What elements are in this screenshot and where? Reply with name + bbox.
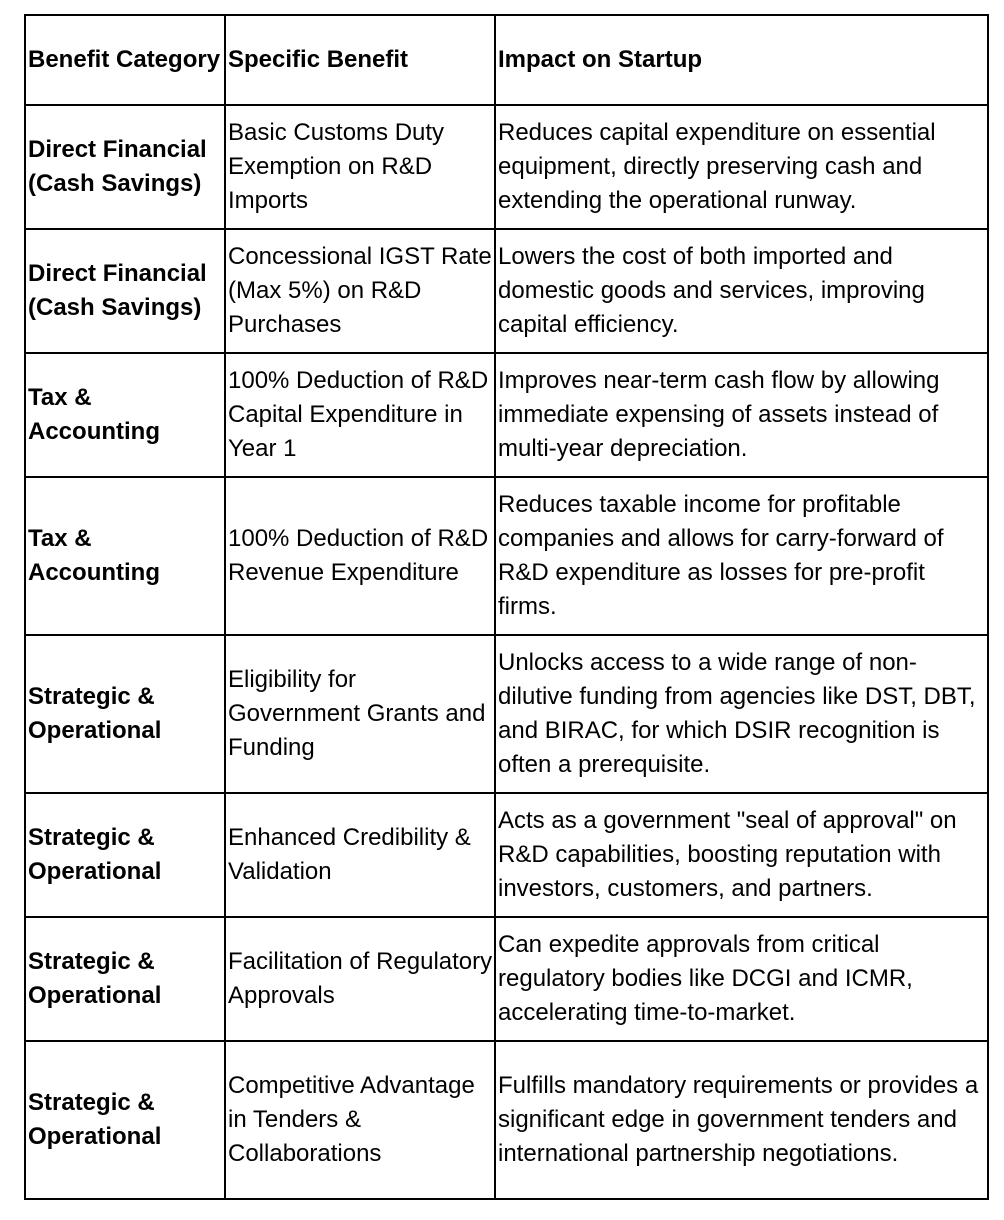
table-row <box>25 105 988 229</box>
row-specific-benefit: Eligibility for Government Grants and Funding <box>225 635 495 793</box>
table-row <box>25 917 988 1041</box>
row-impact: Can expedite approvals from critical regulatory bodies like DCGI and ICMR, accelerating time-to-market. <box>495 917 988 1041</box>
row-category: Strategic & Operational <box>25 793 225 917</box>
row-specific-benefit: Facilitation of Regulatory Approvals <box>225 917 495 1041</box>
row-specific-benefit: Enhanced Credibility & Validation <box>225 793 495 917</box>
header-benefit-category: Benefit Category <box>25 15 225 105</box>
table-row <box>25 229 988 353</box>
header-specific-benefit: Specific Benefit <box>225 15 495 105</box>
benefits-table <box>24 14 989 1200</box>
row-specific-benefit: Concessional IGST Rate (Max 5%) on R&D Purchases <box>225 229 495 353</box>
row-category: Direct Financial (Cash Savings) <box>25 229 225 353</box>
table-header-row <box>25 15 988 105</box>
table-row <box>25 1041 988 1199</box>
row-impact: Fulfills mandatory requirements or provides a significant edge in government tenders and international partnership negotiations. <box>495 1041 988 1199</box>
row-impact: Lowers the cost of both imported and domestic goods and services, improving capital efficiency. <box>495 229 988 353</box>
table-row <box>25 353 988 477</box>
row-impact: Reduces taxable income for profitable companies and allows for carry-forward of R&D expenditure as losses for pre-profit firms. <box>495 477 988 635</box>
row-specific-benefit: 100% Deduction of R&D Capital Expenditure in Year 1 <box>225 353 495 477</box>
table-row <box>25 477 988 635</box>
row-category: Strategic & Operational <box>25 917 225 1041</box>
row-category: Direct Financial (Cash Savings) <box>25 105 225 229</box>
row-specific-benefit: Competitive Advantage in Tenders & Collaborations <box>225 1041 495 1199</box>
row-specific-benefit: Basic Customs Duty Exemption on R&D Imports <box>225 105 495 229</box>
row-category: Strategic & Operational <box>25 635 225 793</box>
row-impact: Unlocks access to a wide range of non-dilutive funding from agencies like DST, DBT, and BIRAC, for which DSIR recognition is often a prerequisite. <box>495 635 988 793</box>
row-category: Tax & Accounting <box>25 477 225 635</box>
row-impact: Acts as a government "seal of approval" on R&D capabilities, boosting reputation with investors, customers, and partners. <box>495 793 988 917</box>
row-impact: Improves near-term cash flow by allowing immediate expensing of assets instead of multi-year depreciation. <box>495 353 988 477</box>
row-category: Strategic & Operational <box>25 1041 225 1199</box>
row-impact: Reduces capital expenditure on essential equipment, directly preserving cash and extending the operational runway. <box>495 105 988 229</box>
header-impact-on-startup: Impact on Startup <box>495 15 988 105</box>
row-category: Tax & Accounting <box>25 353 225 477</box>
table-row <box>25 635 988 793</box>
table-row <box>25 793 988 917</box>
row-specific-benefit: 100% Deduction of R&D Revenue Expenditure <box>225 477 495 635</box>
